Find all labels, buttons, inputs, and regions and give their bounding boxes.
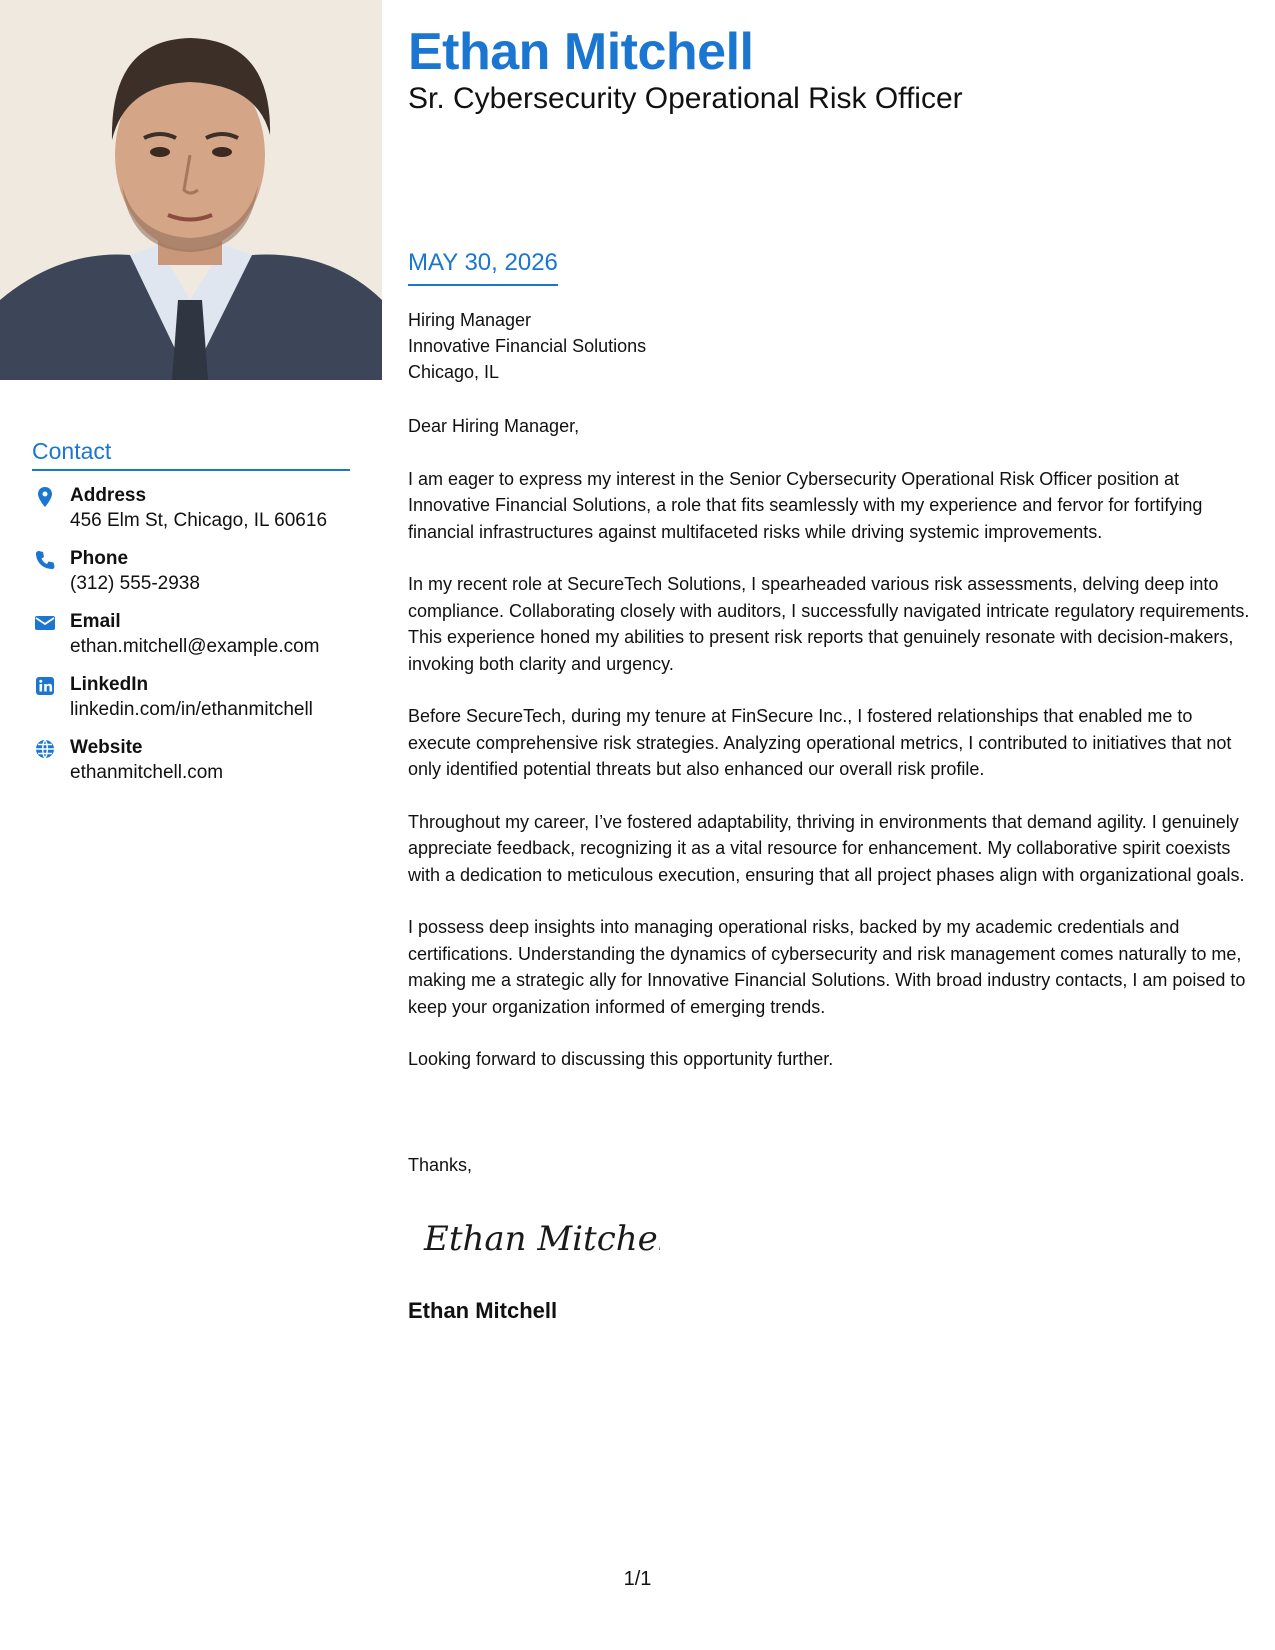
letter-paragraph: Throughout my career, I’ve fostered adaptability, thriving in environments that demand agility. I genuinely appreciate feedback, recognizing it as a vital resource for enhancement. My collaborative spirit coexists with a dedication to meticulous execution, ensuring that all project phases align with organizational goals. [408, 811, 1245, 885]
location-pin-icon [34, 486, 56, 508]
address-value: 456 Elm St, Chicago, IL 60616 [70, 510, 328, 531]
candidate-role: Sr. Cybersecurity Operational Risk Officer [408, 82, 963, 115]
phone-icon [34, 549, 56, 571]
linkedin-value[interactable]: linkedin.com/in/ethanmitchell [70, 699, 313, 720]
letter-date: MAY 30, 2026 [408, 248, 558, 286]
letter-paragraph: I am eager to express my interest in the Senior Cybersecurity Operational Risk Officer position at Innovative Financial Solutions, a role that fits seamlessly with my experience and fervor for fortifying financial infrastructures against multifaceted risks while driving systemic improvements. [408, 468, 1203, 542]
website-value[interactable]: ethanmitchell.com [70, 762, 224, 783]
page-number: 1/1 [623, 1568, 652, 1590]
profile-photo [0, 0, 382, 380]
header [408, 20, 1253, 116]
linkedin-icon [34, 675, 56, 697]
contact-item-linkedin [32, 672, 350, 735]
globe-icon [34, 738, 56, 760]
letter-paragraph: Before SecureTech, during my tenure at FinSecure Inc., I fostered relationships that enabled me to execute comprehensive risk strategies. Analyzing operational metrics, I contributed to initiatives that not only identified potential threats but also enhanced our overall risk profile. [408, 706, 1232, 779]
signer-name: Ethan Mitchell [408, 1298, 558, 1323]
recipient-location: Chicago, IL [408, 362, 500, 382]
phone-label: Phone [70, 548, 129, 569]
candidate-name: Ethan Mitchell [408, 23, 754, 81]
contact-heading: Contact [32, 437, 350, 471]
recipient-title: Hiring Manager [408, 310, 532, 330]
address-label: Address [70, 485, 147, 506]
svg-text:Ethan Mitchell: Ethan Mitchell [424, 1219, 660, 1259]
salutation: Dear Hiring Manager, [408, 416, 580, 436]
website-label: Website [70, 737, 143, 758]
letter-paragraph: Looking forward to discussing this opportunity further. [408, 1049, 834, 1069]
recipient-block [408, 307, 646, 385]
recipient-company: Innovative Financial Solutions [408, 336, 647, 356]
contact-section [32, 437, 350, 798]
letter-paragraph: In my recent role at SecureTech Solutions, I spearheaded various risk assessments, delving deep into compliance. Collaborating closely with auditors, I successfully navigated intricate regulatory requirements. This experience honed my abilities to present risk reports that genuinely resonate with decision-makers, invoking both clarity and urgency. [408, 574, 1250, 674]
contact-list [32, 483, 350, 798]
closing: Thanks, [408, 1155, 473, 1175]
contact-item-address [32, 483, 350, 546]
phone-value[interactable]: (312) 555-2938 [70, 573, 200, 594]
handwritten-signature [420, 1208, 660, 1273]
portrait-illustration [0, 0, 382, 380]
letter-paragraph: I possess deep insights into managing operational risks, backed by my academic credentials and certifications. Understanding the dynamics of cybersecurity and risk management comes naturally to me, making me a strategic ally for Innovative Financial Solutions. With broad industry contacts, I am poised to keep your organization informed of emerging trends. [408, 917, 1246, 1017]
contact-item-phone [32, 546, 350, 609]
letter-body [408, 413, 1253, 1099]
email-label: Email [70, 611, 121, 632]
email-icon [34, 612, 56, 634]
contact-item-email [32, 609, 350, 672]
linkedin-label: LinkedIn [70, 674, 149, 695]
contact-item-website [32, 735, 350, 798]
email-value[interactable]: ethan.mitchell@example.com [70, 636, 320, 657]
